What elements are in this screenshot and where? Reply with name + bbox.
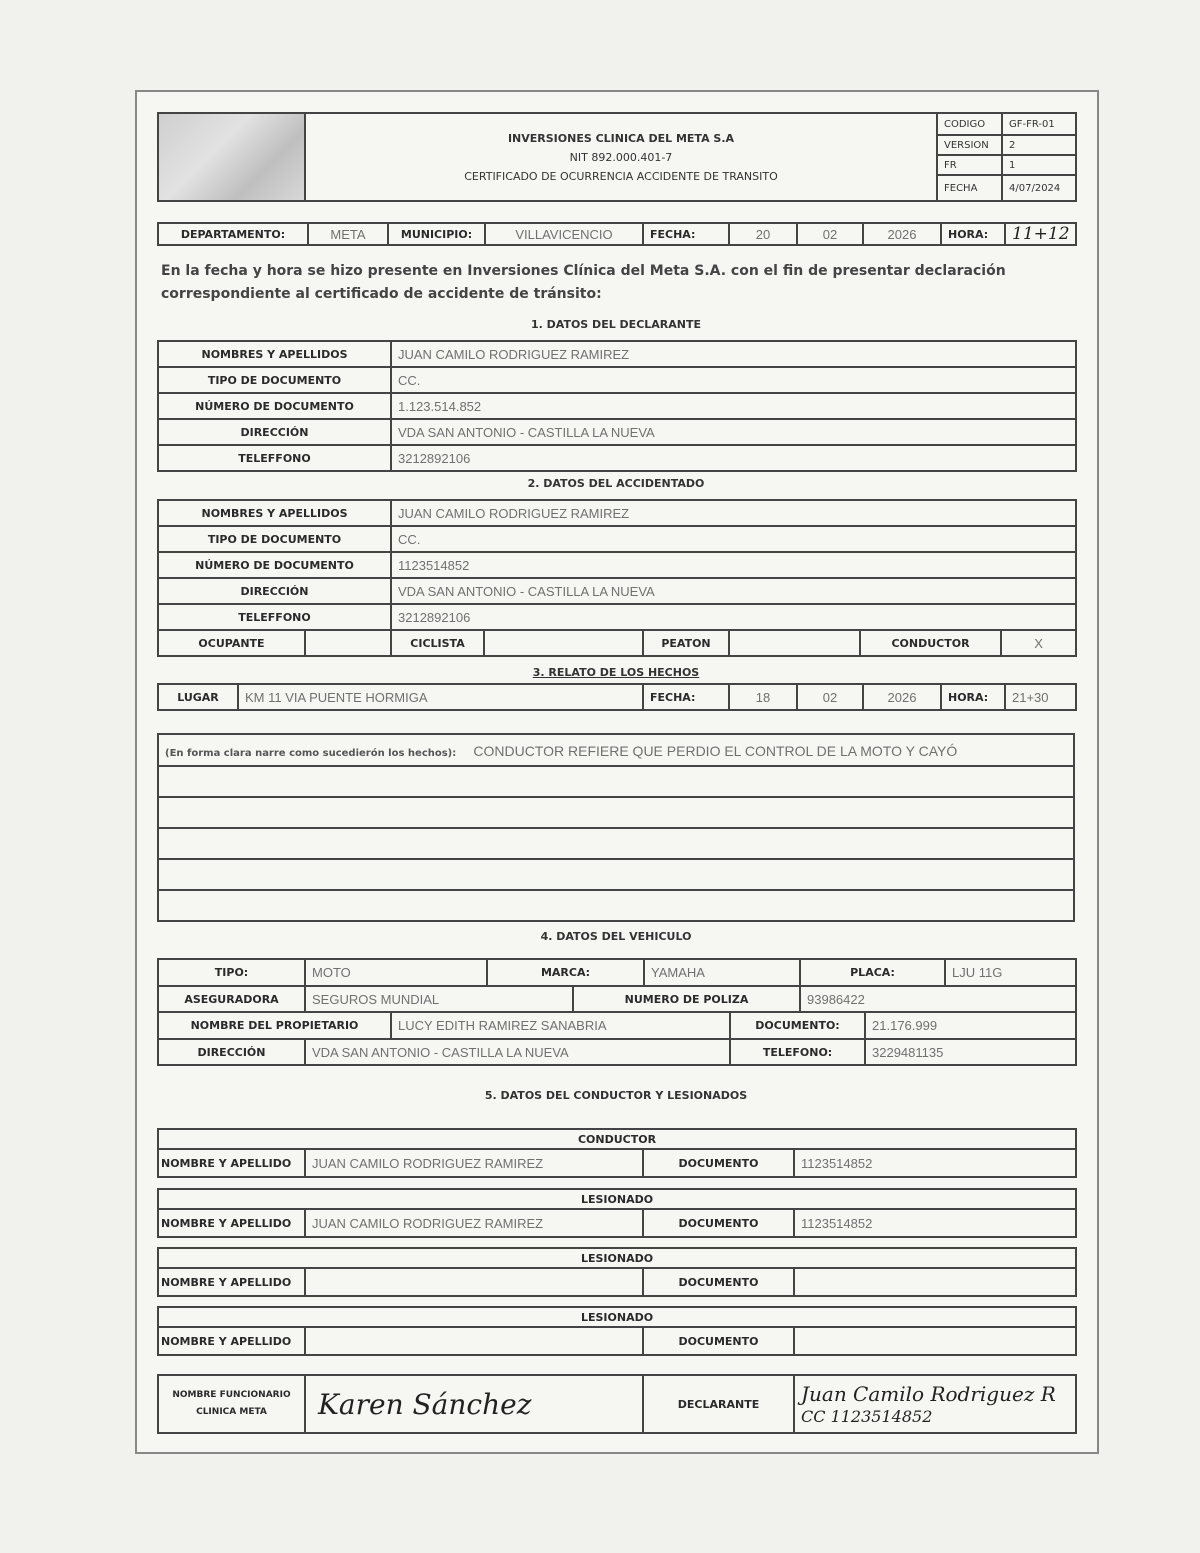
declarante-label: DECLARANTE <box>643 1375 794 1433</box>
name-label: NOMBRE Y APELLIDO <box>158 1327 305 1355</box>
doc-label: DOCUMENTO <box>643 1149 794 1177</box>
fecha-label: FECHA: <box>643 684 729 710</box>
hora-label: HORA: <box>941 223 1005 245</box>
block-heading: LESIONADO <box>158 1189 1076 1209</box>
section-title-declarante: 1. DATOS DEL DECLARANTE <box>531 318 701 331</box>
lugar-value[interactable]: KM 11 VIA PUENTE HORMIGA <box>238 684 643 710</box>
conductor-value[interactable]: X <box>1001 630 1076 656</box>
lesionado-name[interactable] <box>305 1268 643 1296</box>
direccion-value[interactable]: VDA SAN ANTONIO - CASTILLA LA NUEVA <box>305 1039 730 1065</box>
meta-value: GF-FR-01 <box>1002 113 1076 135</box>
ciclista-value[interactable] <box>484 630 643 656</box>
document-title: CERTIFICADO DE OCURRENCIA ACCIDENTE DE TRANSITO <box>464 169 778 183</box>
peaton-label: PEATON <box>643 630 729 656</box>
municipio-label: MUNICIPIO: <box>388 223 485 245</box>
narrative-line[interactable] <box>158 797 1074 828</box>
poliza-label: NUMERO DE POLIZA <box>573 986 800 1012</box>
placa-value[interactable]: LJU 11G <box>945 959 1076 986</box>
doc-label: DOCUMENTO <box>643 1209 794 1237</box>
meta-label: VERSION <box>937 135 1002 155</box>
accidentado-table <box>157 499 1077 657</box>
declarante-cc: CC 1123514852 <box>801 1407 933 1426</box>
lesionado-name[interactable] <box>305 1327 643 1355</box>
telefono-label: TELEFONO: <box>730 1039 865 1065</box>
conductor-name[interactable]: JUAN CAMILO RODRIGUEZ RAMIREZ <box>305 1149 643 1177</box>
declarante-direccion[interactable]: VDA SAN ANTONIO - CASTILLA LA NUEVA <box>391 419 1076 445</box>
name-label: NOMBRE Y APELLIDO <box>158 1268 305 1296</box>
declarante-signature-cell[interactable] <box>794 1375 1076 1433</box>
hechos-location-table <box>157 683 1077 711</box>
signatures-table <box>157 1374 1077 1434</box>
section-title-hechos: 3. RELATO DE LOS HECHOS <box>532 666 700 679</box>
narrative-line[interactable] <box>158 828 1074 859</box>
poliza-value[interactable]: 93986422 <box>800 986 1076 1012</box>
declarante-signature: Juan Camilo Rodriguez R <box>801 1382 1056 1406</box>
conductor-block <box>157 1128 1077 1178</box>
meta-value: 1 <box>1002 155 1076 175</box>
hechos-year[interactable]: 2026 <box>863 684 941 710</box>
accidentado-tipo-doc[interactable]: CC. <box>391 526 1076 552</box>
conductor-doc[interactable]: 1123514852 <box>794 1149 1076 1177</box>
certificate-page <box>135 90 1099 1454</box>
lesionado-doc[interactable] <box>794 1268 1076 1296</box>
hechos-day[interactable]: 18 <box>729 684 797 710</box>
lesionado-name[interactable]: JUAN CAMILO RODRIGUEZ RAMIREZ <box>305 1209 643 1237</box>
ocupante-label: OCUPANTE <box>158 630 305 656</box>
ocupante-value[interactable] <box>305 630 391 656</box>
telefono-value[interactable]: 3229481135 <box>865 1039 1076 1065</box>
tipo-value[interactable]: MOTO <box>305 959 487 986</box>
hechos-hora[interactable]: 21+30 <box>1005 684 1076 710</box>
field-label: DIRECCIÓN <box>158 578 391 604</box>
conductor-label: CONDUCTOR <box>860 630 1001 656</box>
documento-label: DOCUMENTO: <box>730 1012 865 1039</box>
funcionario-label-line: CLINICA META <box>196 1407 267 1417</box>
departamento-label: DEPARTAMENTO: <box>158 223 308 245</box>
field-label: TELEFFONO <box>158 445 391 471</box>
declarante-table <box>157 340 1077 472</box>
declarante-telefono[interactable]: 3212892106 <box>391 445 1076 471</box>
accidentado-direccion[interactable]: VDA SAN ANTONIO - CASTILLA LA NUEVA <box>391 578 1076 604</box>
propietario-label: NOMBRE DEL PROPIETARIO <box>158 1012 391 1039</box>
clinic-logo <box>158 113 305 201</box>
placa-label: PLACA: <box>800 959 945 986</box>
aseguradora-label: ASEGURADORA <box>158 986 305 1012</box>
lugar-label: LUGAR <box>158 684 238 710</box>
field-label: NOMBRES Y APELLIDOS <box>158 500 391 526</box>
peaton-value[interactable] <box>729 630 860 656</box>
block-heading: LESIONADO <box>158 1307 1076 1327</box>
vehiculo-table <box>157 958 1077 1066</box>
hora-label: HORA: <box>941 684 1005 710</box>
field-label: TIPO DE DOCUMENTO <box>158 526 391 552</box>
lesionado-doc[interactable] <box>794 1327 1076 1355</box>
field-label: TELEFFONO <box>158 604 391 630</box>
fecha-day[interactable]: 20 <box>729 223 797 245</box>
marca-label: MARCA: <box>487 959 644 986</box>
declarante-tipo-doc[interactable]: CC. <box>391 367 1076 393</box>
header-title-block <box>305 113 937 201</box>
narrative-table <box>157 733 1075 922</box>
meta-label: FR <box>937 155 1002 175</box>
field-label: DIRECCIÓN <box>158 419 391 445</box>
funcionario-label <box>158 1375 305 1433</box>
declarante-num-doc[interactable]: 1.123.514.852 <box>391 393 1076 419</box>
ciclista-label: CICLISTA <box>391 630 484 656</box>
tipo-label: TIPO: <box>158 959 305 986</box>
field-label: NÚMERO DE DOCUMENTO <box>158 552 391 578</box>
meta-value: 4/07/2024 <box>1002 175 1076 201</box>
block-heading: CONDUCTOR <box>158 1129 1076 1149</box>
location-table <box>157 222 1077 246</box>
fecha-month[interactable]: 02 <box>797 223 863 245</box>
company-name: INVERSIONES CLINICA DEL META S.A <box>507 131 735 145</box>
narrative-line[interactable] <box>158 734 1074 766</box>
direccion-label: DIRECCIÓN <box>158 1039 305 1065</box>
accidentado-telefono[interactable]: 3212892106 <box>391 604 1076 630</box>
fecha-label: FECHA: <box>643 223 729 245</box>
lesionado-block <box>157 1247 1077 1297</box>
header-table <box>157 112 1077 202</box>
hora-value[interactable]: 11+12 <box>1005 223 1076 245</box>
doc-label: DOCUMENTO <box>643 1327 794 1355</box>
fecha-year[interactable]: 2026 <box>863 223 941 245</box>
section-title-accidentado: 2. DATOS DEL ACCIDENTADO <box>527 477 705 490</box>
field-label: NOMBRES Y APELLIDOS <box>158 341 391 367</box>
accidentado-num-doc[interactable]: 1123514852 <box>391 552 1076 578</box>
hechos-month[interactable]: 02 <box>797 684 863 710</box>
lesionado-block <box>157 1306 1077 1356</box>
meta-label: FECHA <box>937 175 1002 201</box>
declarante-nombres[interactable]: JUAN CAMILO RODRIGUEZ RAMIREZ <box>391 341 1076 367</box>
documento-value[interactable]: 21.176.999 <box>865 1012 1076 1039</box>
funcionario-label-line: NOMBRE FUNCIONARIO <box>172 1390 291 1400</box>
company-nit: NIT 892.000.401-7 <box>569 150 673 164</box>
funcionario-signature[interactable]: Karen Sánchez <box>305 1375 643 1433</box>
accidentado-nombres[interactable]: JUAN CAMILO RODRIGUEZ RAMIREZ <box>391 500 1076 526</box>
name-label: NOMBRE Y APELLIDO <box>158 1209 305 1237</box>
lesionado-block <box>157 1188 1077 1238</box>
field-label: NÚMERO DE DOCUMENTO <box>158 393 391 419</box>
departamento-value[interactable]: META <box>308 223 388 245</box>
aseguradora-value[interactable]: SEGUROS MUNDIAL <box>305 986 573 1012</box>
municipio-value[interactable]: VILLAVICENCIO <box>485 223 643 245</box>
meta-label: CODIGO <box>937 113 1002 135</box>
block-heading: LESIONADO <box>158 1248 1076 1268</box>
section-title-vehiculo: 4. DATOS DEL VEHICULO <box>540 930 692 943</box>
narrative-line[interactable] <box>158 859 1074 890</box>
narrative-line[interactable] <box>158 766 1074 797</box>
section-title-conductor-lesionados: 5. DATOS DEL CONDUCTOR Y LESIONADOS <box>484 1089 748 1102</box>
marca-value[interactable]: YAMAHA <box>644 959 800 986</box>
narrative-label: (En forma clara narre como sucedierón los hechos): <box>165 747 457 759</box>
meta-value: 2 <box>1002 135 1076 155</box>
lesionado-doc[interactable]: 1123514852 <box>794 1209 1076 1237</box>
doc-label: DOCUMENTO <box>643 1268 794 1296</box>
narrative-line[interactable] <box>158 890 1074 921</box>
propietario-value[interactable]: LUCY EDITH RAMIREZ SANABRIA <box>391 1012 730 1039</box>
intro-text: En la fecha y hora se hizo presente en Inversiones Clínica del Meta S.A. con el fin de presentar declaración correspondiente al certificado de accidente de tránsito: <box>161 263 1006 302</box>
narrative-text[interactable]: CONDUCTOR REFIERE QUE PERDIO EL CONTROL DE LA MOTO Y CAYÓ <box>473 742 958 759</box>
name-label: NOMBRE Y APELLIDO <box>158 1149 305 1177</box>
field-label: TIPO DE DOCUMENTO <box>158 367 391 393</box>
